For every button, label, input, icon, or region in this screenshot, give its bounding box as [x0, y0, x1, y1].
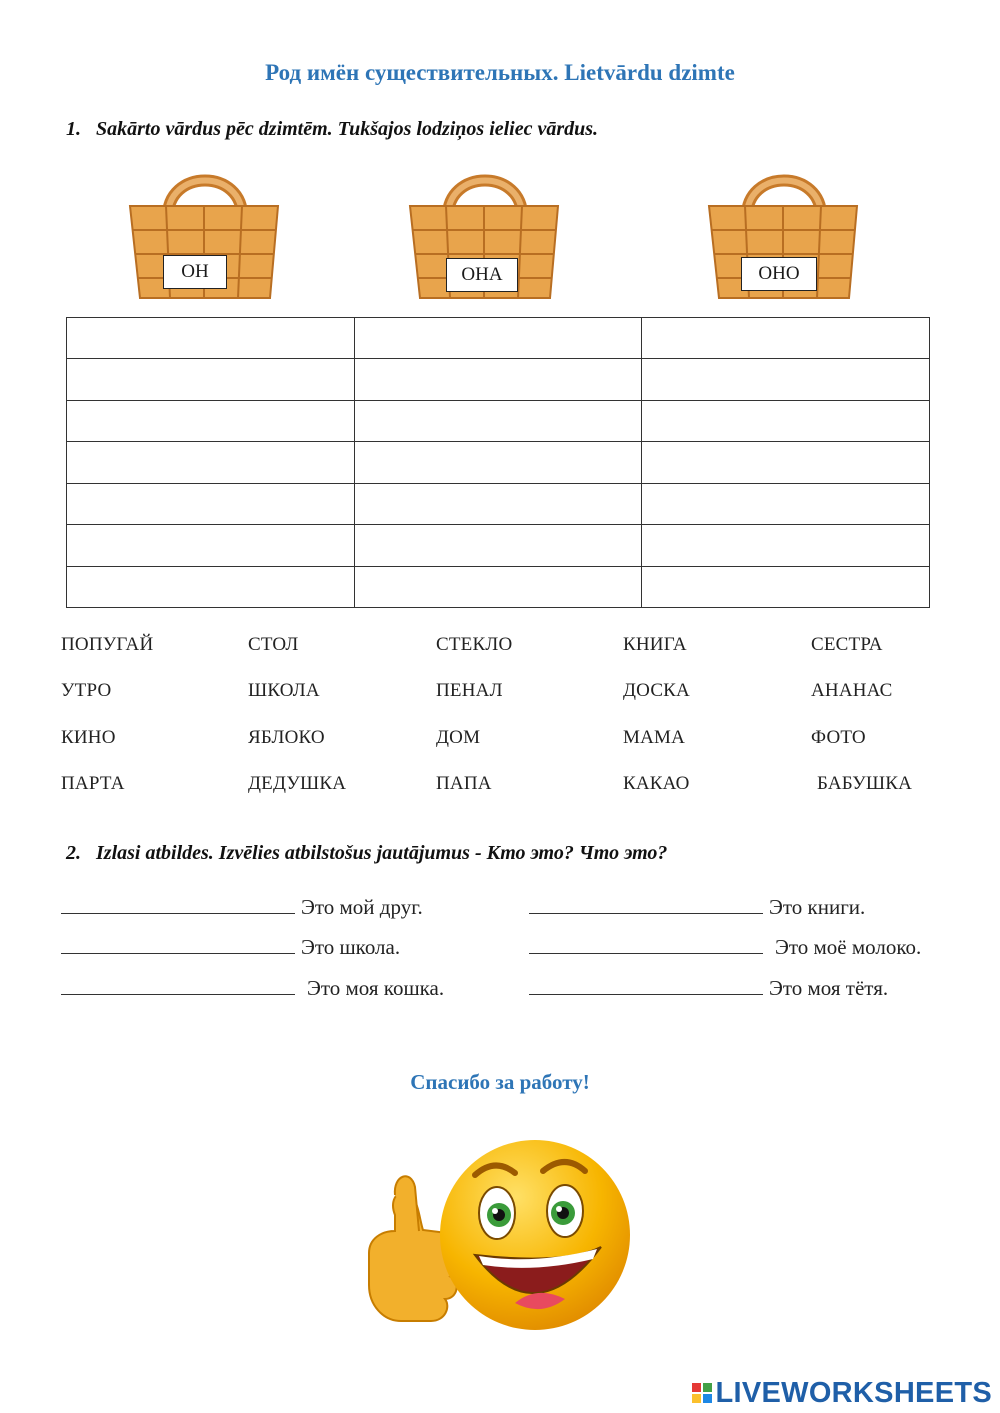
- word-bank-item[interactable]: БАБУШКА: [817, 773, 913, 794]
- table-row: [67, 400, 930, 441]
- answer-sentence: Это книги.: [769, 895, 866, 919]
- table-row: [67, 359, 930, 400]
- table-cell[interactable]: [67, 566, 355, 607]
- word-bank-item[interactable]: ДЕДУШКА: [248, 773, 347, 794]
- answer-line: [61, 974, 444, 1001]
- table-cell[interactable]: [67, 525, 355, 566]
- thumbs-up-smiley-icon: [365, 1135, 635, 1345]
- table-row: [67, 442, 930, 483]
- basket-label: ОНА: [446, 258, 518, 292]
- answer-blank[interactable]: [61, 933, 295, 954]
- table-row: [67, 318, 930, 359]
- basket-ona: [406, 158, 566, 308]
- table-cell[interactable]: [67, 318, 355, 359]
- table-cell[interactable]: [642, 525, 930, 566]
- sorting-table: [66, 317, 930, 608]
- word-bank-item[interactable]: УТРО: [61, 680, 112, 701]
- word-bank-item[interactable]: КИНО: [61, 727, 116, 748]
- table-cell[interactable]: [354, 525, 642, 566]
- liveworksheets-logo-icon: [692, 1383, 712, 1403]
- table-row: [67, 483, 930, 524]
- table-cell[interactable]: [67, 483, 355, 524]
- table-cell[interactable]: [642, 442, 930, 483]
- answer-blank[interactable]: [529, 893, 763, 914]
- word-bank-item[interactable]: СЕСТРА: [811, 634, 883, 655]
- task-1-instruction: [66, 118, 598, 141]
- answer-line: [61, 933, 400, 960]
- answer-line: [529, 933, 921, 960]
- table-cell[interactable]: [354, 483, 642, 524]
- word-bank-item[interactable]: ДОМ: [436, 727, 481, 748]
- word-bank-item[interactable]: СТЕКЛО: [436, 634, 513, 655]
- page-title: Род имён существительных. Lietvārdu dzimte: [265, 60, 735, 85]
- table-row: [67, 566, 930, 607]
- answer-blank[interactable]: [529, 933, 763, 954]
- thanks-message: Спасибо за работу!: [410, 1070, 590, 1094]
- table-row: [67, 525, 930, 566]
- table-cell[interactable]: [67, 400, 355, 441]
- word-bank-item[interactable]: ШКОЛА: [248, 680, 320, 701]
- answer-sentence: Это школа.: [301, 935, 401, 959]
- word-bank-item[interactable]: КАКАО: [623, 773, 690, 794]
- word-bank-item[interactable]: КНИГА: [623, 634, 687, 655]
- table-cell[interactable]: [354, 359, 642, 400]
- table-cell[interactable]: [642, 483, 930, 524]
- table-cell[interactable]: [67, 442, 355, 483]
- answer-line: [529, 893, 865, 920]
- basket-ono: [705, 158, 865, 308]
- table-cell[interactable]: [642, 566, 930, 607]
- basket-label: ОН: [163, 255, 227, 289]
- liveworksheets-watermark: [692, 1376, 993, 1410]
- answer-line: [529, 974, 888, 1001]
- word-bank-item[interactable]: АНАНАС: [811, 680, 893, 701]
- task-1-number: 1.: [66, 118, 81, 140]
- table-cell[interactable]: [354, 400, 642, 441]
- answer-line: [61, 893, 423, 920]
- table-cell[interactable]: [642, 400, 930, 441]
- word-bank-item[interactable]: МАМА: [623, 727, 686, 748]
- basket-label: ОНО: [741, 257, 817, 291]
- answer-sentence: Это моё молоко.: [775, 935, 922, 959]
- word-bank-item[interactable]: СТОЛ: [248, 634, 299, 655]
- table-cell[interactable]: [67, 359, 355, 400]
- word-bank-item[interactable]: ПАПА: [436, 773, 492, 794]
- answer-blank[interactable]: [61, 893, 295, 914]
- word-bank-item[interactable]: ДОСКА: [623, 680, 690, 701]
- answer-sentence: Это мой друг.: [301, 895, 423, 919]
- word-bank-item[interactable]: ПАРТА: [61, 773, 125, 794]
- answer-blank[interactable]: [61, 974, 295, 995]
- watermark-text: LIVEWORKSHEETS: [715, 1376, 992, 1409]
- answer-sentence: Это моя кошка.: [307, 976, 445, 1000]
- table-cell[interactable]: [354, 442, 642, 483]
- table-cell[interactable]: [354, 318, 642, 359]
- word-bank-item[interactable]: ЯБЛОКО: [248, 727, 325, 748]
- task-2-instruction: [66, 842, 667, 865]
- word-bank-item[interactable]: ФОТО: [811, 727, 866, 748]
- task-2-text: Izlasi atbildes. Izvēlies atbilstošus jautājumus - Кто это? Что это?: [96, 842, 668, 864]
- table-cell[interactable]: [642, 318, 930, 359]
- word-bank-item[interactable]: ПЕНАЛ: [436, 680, 503, 701]
- answer-sentence: Это моя тётя.: [769, 976, 889, 1000]
- word-bank-item[interactable]: ПОПУГАЙ: [61, 634, 154, 655]
- table-cell[interactable]: [642, 359, 930, 400]
- table-cell[interactable]: [354, 566, 642, 607]
- basket-on: [126, 158, 286, 308]
- answer-blank[interactable]: [529, 974, 763, 995]
- task-2-number: 2.: [66, 842, 81, 864]
- task-1-text: Sakārto vārdus pēc dzimtēm. Tukšajos lodziņos ieliec vārdus.: [96, 118, 599, 140]
